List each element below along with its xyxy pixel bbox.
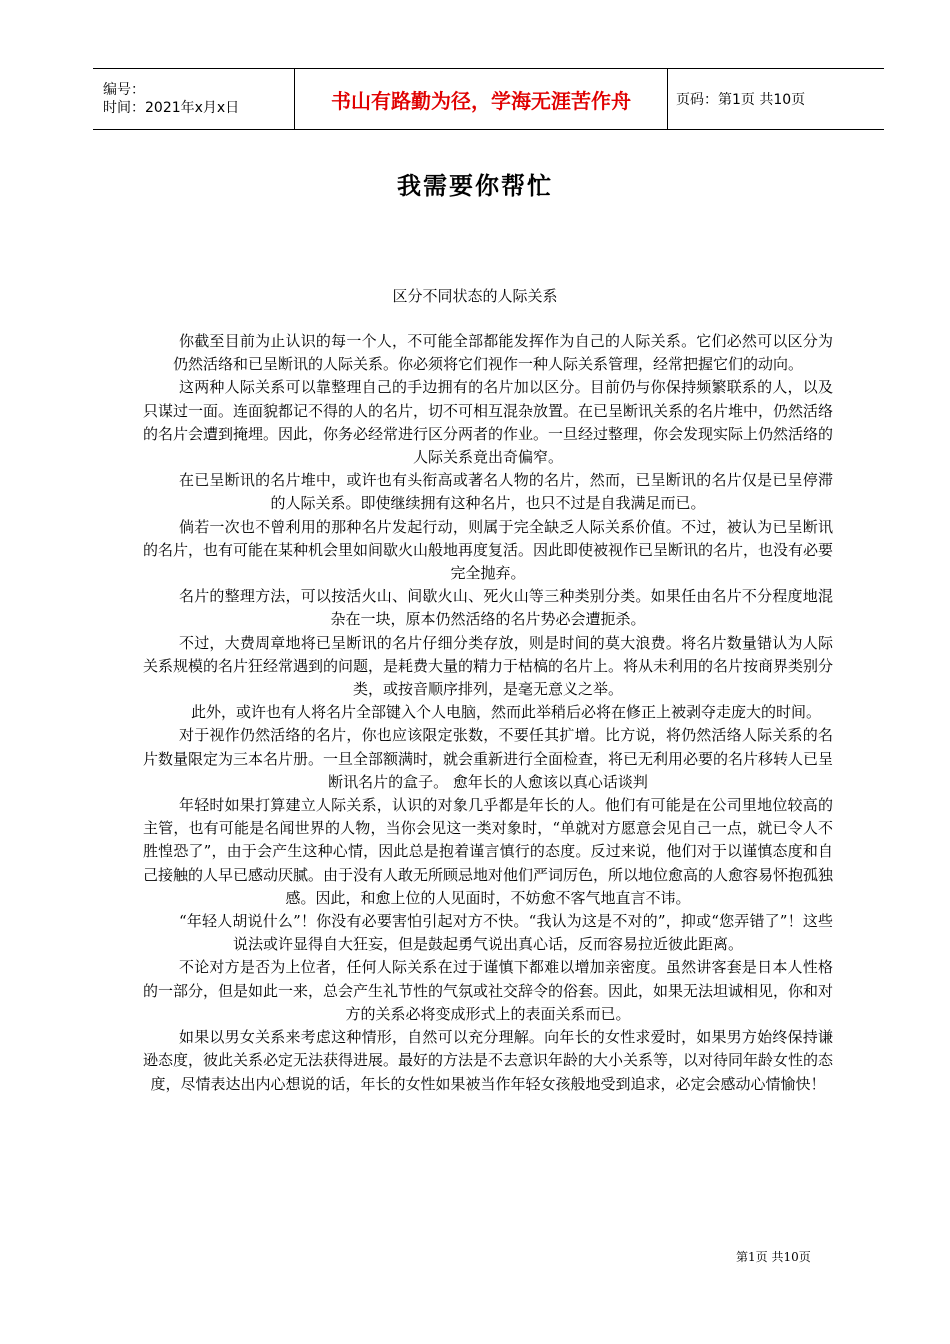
document-time-label: 时间：2021年x月x日 <box>103 100 240 116</box>
document-body <box>143 330 833 1096</box>
header-page-number: 页码：第1页 共10页 <box>676 92 806 108</box>
paragraph: 如果以男女关系来考虑这种情形，自然可以充分理解。向年长的女性求爱时，如果男方始终保持谦逊态度，彼此关系必定无法获得进展。最好的方法是不去意识年龄的大小关系等，以对待同年龄女性的态度，尽情表达出内心想说的话，年长的女性如果被当作年轻女孩般地受到追求，必定会感动心情愉快！ <box>143 1028 834 1093</box>
paragraph: 在已呈断讯的名片堆中，或许也有头衔高或著名人物的名片，然而，已呈断讯的名片仅是已呈停滞的人际关系。即使继续拥有这种名片，也只不过是自我满足而已。 <box>179 471 833 513</box>
paragraph: 倘若一次也不曾利用的那种名片发起行动，则属于完全缺乏人际关系价值。不过，被认为已呈断讯的名片，也有可能在某种机会里如间歇火山般地再度复活。因此即使被视作已呈断讯的名片，也没有必要完全抛弃。 <box>143 517 834 583</box>
document-number-label: 编号： <box>103 82 145 98</box>
paragraph: 不过，大费周章地将已呈断讯的名片仔细分类存放，则是时间的莫大浪费。将名片数量错认为人际关系规模的名片狂经常遇到的问题，是耗费大量的精力于枯槁的名片上。将从未利用的名片按商界类别分类，或按音顺序排列，是毫无意义之举。 <box>143 633 834 699</box>
paragraph: 这两种人际关系可以靠整理自己的手边拥有的名片加以区分。目前仍与你保持频繁联系的人，以及只谋过一面。连面貌都记不得的人的名片，切不可相互混杂放置。在已呈断讯关系的名片堆中，仍然活络的名片会遭到掩埋。因此，你务必经常进行区分两者的作业。一旦经过整理，你会发现实际上仍然活络的人际关系竟出奇偏窄。 <box>143 378 834 467</box>
paragraph: 年轻时如果打算建立人际关系，认识的对象几乎都是年长的人。他们有可能是在公司里地位较高的主管，也有可能是名闻世界的人物，当你会见这一类对象时，“单就对方愿意会见自己一点，就已令人不胜惶恐了”，由于会产生这种心情，因此总是抱着谨言慎行的态度。反过来说，他们对于以谨慎态度和自己接触的人早已感动厌腻。由于没有人敢无所顾忌地对他们严词厉色，所以地位愈高的人愈容易怀抱孤独感。因此，和愈上位的人见面时，不妨愈不客气地直言不讳。 <box>143 796 834 907</box>
paragraph: “年轻人胡说什么”！你没有必要害怕引起对方不快。“我认为这是不对的”，抑或“您弄错了”！这些说法或许显得自大狂妄，但是鼓起勇气说出真心话，反而容易拉近彼此距离。 <box>179 912 833 954</box>
motto-text: 书山有路勤为径，学海无涯苦作舟 <box>331 88 631 113</box>
paragraph: 此外，或许也有人将名片全部键入个人电脑，然而此举稍后必将在修正上被剥夺走庞大的时间。 <box>190 703 821 722</box>
document-subtitle: 区分不同状态的人际关系 <box>392 287 558 305</box>
paragraph: 不论对方是否为上位者，任何人际关系在过于谨慎下都难以增加亲密度。虽然讲客套是日本人性格的一部分，但是如此一来，总会产生礼节性的气氛或社交辞令的俗套。因此，如果无法坦诚相见，你和对方的关系必将变成形式上的表面关系而已。 <box>143 958 834 1023</box>
paragraph: 对于视作仍然活络的名片，你也应该限定张数，不要任其扩增。比方说，将仍然活络人际关系的名片数量限定为三本名片册。一旦全部额满时，就会重新进行全面检查，将已无利用必要的名片移转人已呈断讯名片的盒子。 愈年长的人愈该以真心话谈判 <box>143 726 834 791</box>
header-page-info <box>668 69 884 129</box>
page-header <box>93 68 884 130</box>
paragraph: 名片的整理方法，可以按活火山、间歇火山、死火山等三种类别分类。如果任由名片不分程度地混杂在一块，原本仍然活络的名片势必会遭扼杀。 <box>179 587 833 629</box>
page-footer <box>736 1248 811 1265</box>
header-meta <box>93 69 295 129</box>
footer-page-number: 第1页 共10页 <box>736 1250 811 1264</box>
paragraph: 你截至目前为止认识的每一个人，不可能全部都能发挥作为自己的人际关系。它们必然可以区分为仍然活络和已呈断讯的人际关系。你必须将它们视作一种人际关系管理，经常把握它们的动向。 <box>172 332 833 374</box>
document-title: 我需要你帮忙 <box>397 171 553 200</box>
header-motto <box>295 69 668 129</box>
